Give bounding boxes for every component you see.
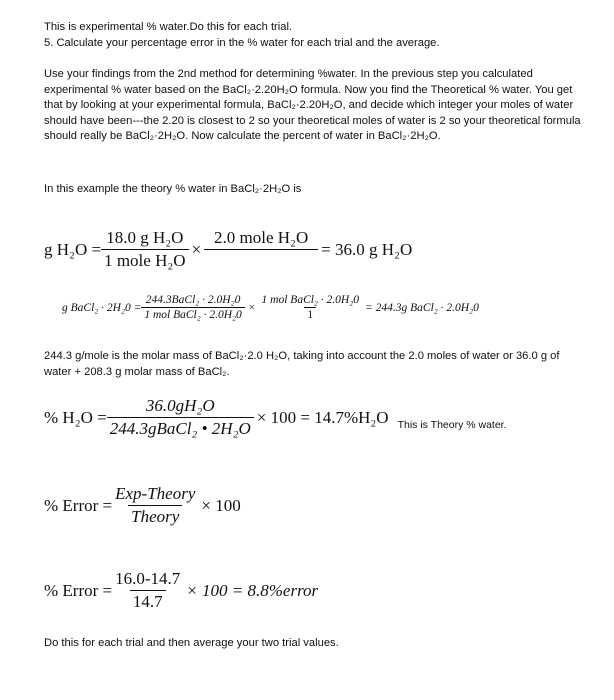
equation-molar-mass: [62, 294, 482, 321]
eq2-times: ×: [247, 301, 256, 314]
eq4-result: × 100: [201, 495, 241, 515]
footer-instruction: Do this for each trial and then average your two trial values.: [44, 637, 339, 649]
theory-note: This is Theory % water.: [397, 418, 507, 431]
eq3-result: × 100 = 14.7%H₂O: [256, 407, 389, 427]
eq3-fraction: [107, 396, 254, 439]
eq2-lhs: g BaCl₂ · 2H₂0 =: [62, 301, 142, 314]
eq5-lhs: % Error =: [44, 580, 113, 600]
eq3-denominator: 244.3gBaCl₂ • 2H₂O: [107, 417, 254, 439]
eq2-fraction-2: [259, 294, 362, 321]
eq1-frac1-numerator: 18.0 g H₂O: [106, 228, 184, 247]
question-5: 5. Calculate your percentage error in the % water for each trial and the average.: [44, 37, 440, 49]
eq5-fraction: [112, 569, 183, 612]
eq1-fraction-2: [204, 228, 318, 271]
eq1-times: ×: [191, 239, 202, 259]
eq2-fraction-1: [141, 294, 244, 321]
equation-percent-water: [44, 396, 507, 439]
eq2-frac2-denominator: 1: [304, 307, 316, 321]
eq4-fraction: [112, 484, 198, 527]
eq1-frac2-numerator: 2.0 mole H₂O: [214, 228, 309, 247]
eq5-denominator: 14.7: [130, 590, 166, 612]
eq3-lhs: % H₂O =: [44, 407, 107, 427]
equation-grams-water: [44, 228, 415, 271]
eq5-result: × 100 = 8.8%error: [186, 580, 319, 600]
eq2-frac1-denominator: 1 mol BaCl₂ · 2.0H₂0: [141, 307, 244, 321]
eq2-frac1-numerator: 244.3BaCl₂ · 2.0H₂0: [145, 294, 241, 306]
eq4-numerator: Exp-Theory: [115, 484, 196, 503]
eq1-result: = 36.0 g H₂O: [321, 239, 413, 259]
eq1-lhs: g H₂O =: [44, 239, 102, 259]
equation-percent-error-example: [44, 569, 321, 612]
eq1-frac2-denominator: [204, 249, 318, 271]
eq3-numerator: 36.0gH₂O: [145, 396, 215, 415]
eq2-frac2-numerator: 1 mol BaCl₂ · 2.0H₂0: [261, 294, 359, 306]
eq1-fraction-1: [101, 228, 188, 271]
equation-percent-error-formula: [44, 484, 244, 527]
eq1-frac1-denominator: 1 mole H₂O: [101, 249, 188, 271]
eq5-numerator: 16.0-14.7: [115, 569, 181, 588]
eq4-denominator: Theory: [128, 505, 182, 527]
eq2-result: = 244.3g BaCl₂ · 2.0H₂0: [365, 301, 479, 314]
molar-mass-note: 244.3 g/mole is the molar mass of BaCl₂·2.0 H₂O, taking into account the 2.0 moles of water or 36.0 g of water + 208.3 g molar mass of BaCl₂.: [44, 350, 560, 378]
example-intro: In this example the theory % water in BaCl₂·2H₂O is: [44, 183, 302, 195]
eq4-lhs: % Error =: [44, 495, 113, 515]
instructions-paragraph: Use your findings from the 2nd method for determining %water. In the previous step you calculated experimental % water based on the BaCl₂·2.20H₂O formula. Now you find the Theoretical % water. You get that by looking at your experimental formula, BaCl₂·2.20H₂O, and decide which integer your moles of water should have been---the 2.20 is closest to 2 so your theoretical moles of water is 2 so your theoretical formula should really be BaCl₂·2H₂O. Now calculate the percent of water in BaCl₂·2H₂O.: [44, 68, 581, 143]
header-line-1: This is experimental % water.Do this for each trial.: [44, 21, 293, 33]
